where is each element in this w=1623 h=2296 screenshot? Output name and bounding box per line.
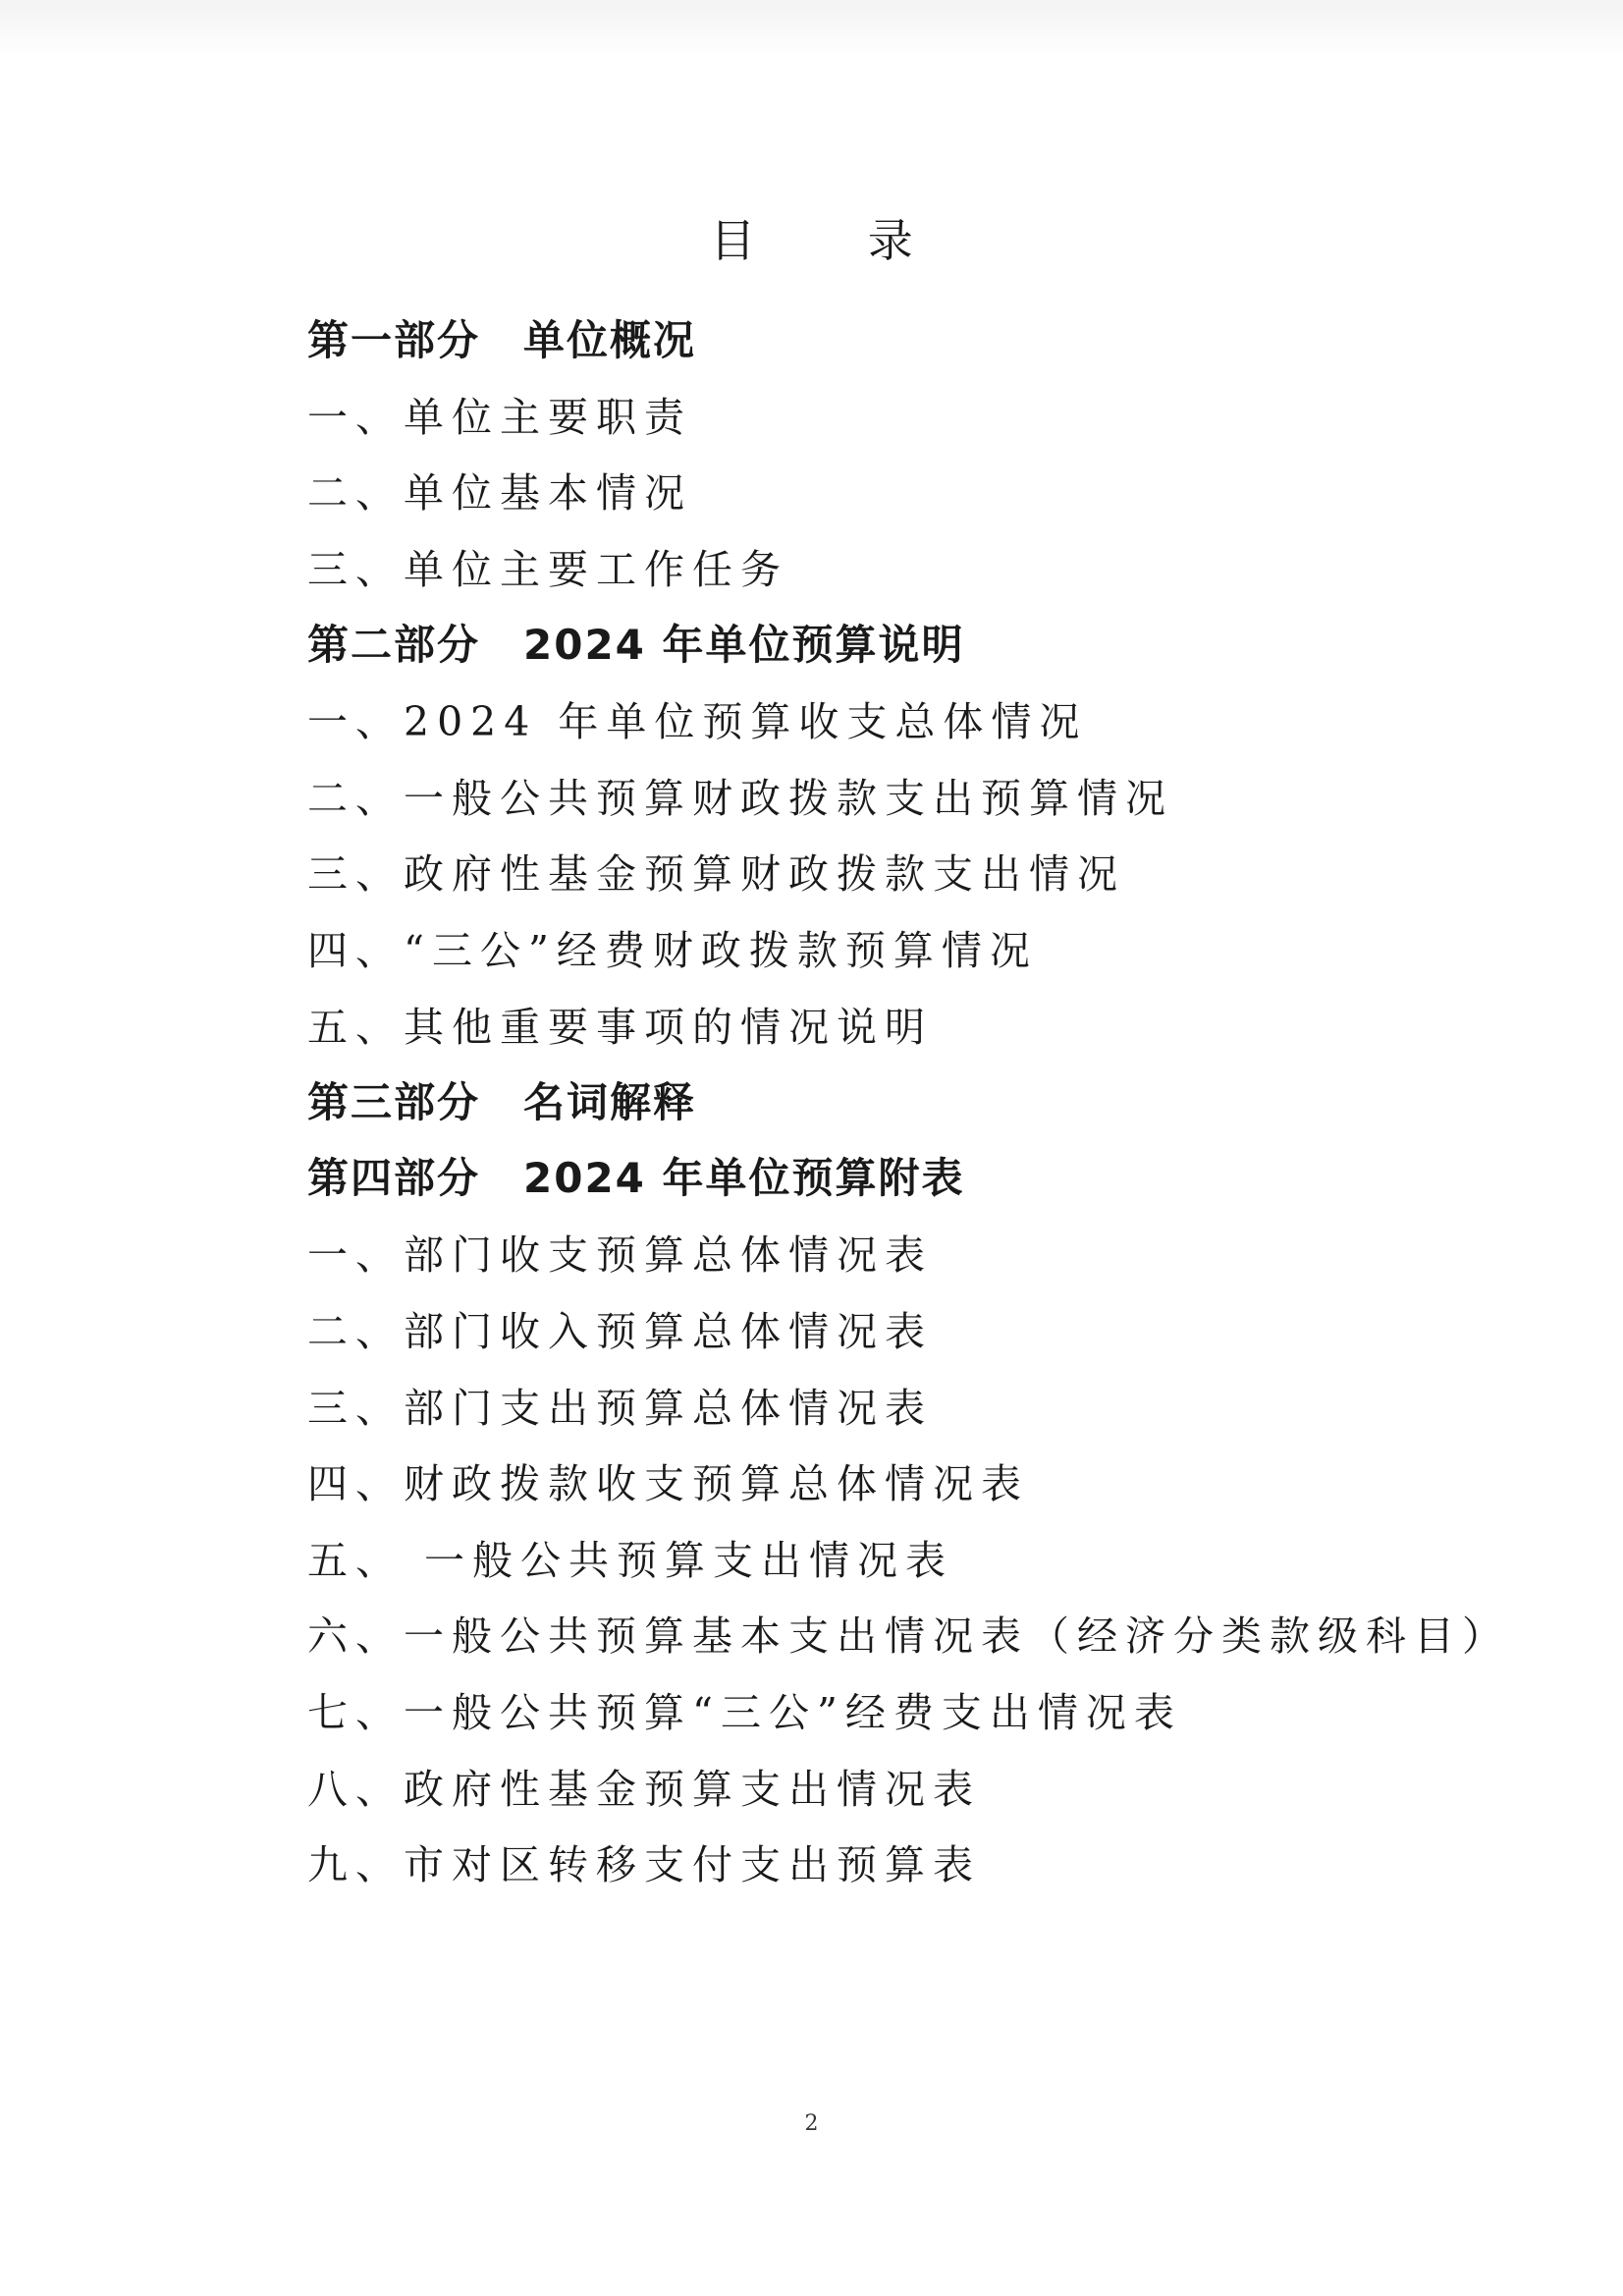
toc-item: 三、政府性基金预算财政拨款支出情况 bbox=[307, 850, 1125, 899]
toc-part-1: 第一部分 单位概况 bbox=[307, 315, 697, 364]
toc-item: 一、部门收支预算总体情况表 bbox=[307, 1231, 933, 1280]
toc-item: 一、单位主要职责 bbox=[307, 393, 692, 441]
toc-item: 四、财政拨款收支预算总体情况表 bbox=[307, 1460, 1029, 1508]
toc-part-2: 第二部分 2024 年单位预算说明 bbox=[307, 621, 965, 670]
toc-part-4: 第四部分 2024 年单位预算附表 bbox=[307, 1154, 965, 1203]
toc-item: 四、“三公”经费财政拨款预算情况 bbox=[307, 927, 1038, 975]
toc-item: 三、部门支出预算总体情况表 bbox=[307, 1384, 933, 1432]
toc-item: 五、其他重要事项的情况说明 bbox=[307, 1003, 933, 1051]
toc-item: 九、市对区转移支付支出预算表 bbox=[307, 1841, 981, 1889]
toc-item: 二、一般公共预算财政拨款支出预算情况 bbox=[307, 774, 1173, 822]
toc-item: 一、2024 年单位预算收支总体情况 bbox=[307, 698, 1088, 746]
page-number: 2 bbox=[804, 2111, 819, 2136]
scan-shadow bbox=[0, 0, 1623, 59]
toc-item: 八、政府性基金预算支出情况表 bbox=[307, 1765, 981, 1813]
toc-item: 五、 一般公共预算支出情况表 bbox=[307, 1536, 954, 1584]
toc-item: 二、部门收入预算总体情况表 bbox=[307, 1308, 933, 1356]
table-of-contents bbox=[307, 300, 1510, 1899]
page-title: 目 录 bbox=[710, 214, 962, 267]
toc-item: 六、一般公共预算基本支出情况表（经济分类款级科目） bbox=[307, 1613, 1510, 1661]
toc-item: 二、单位基本情况 bbox=[307, 469, 692, 518]
toc-item: 七、一般公共预算“三公”经费支出情况表 bbox=[307, 1688, 1182, 1736]
toc-part-3: 第三部分 名词解释 bbox=[307, 1077, 697, 1126]
toc-item: 三、单位主要工作任务 bbox=[307, 546, 788, 594]
